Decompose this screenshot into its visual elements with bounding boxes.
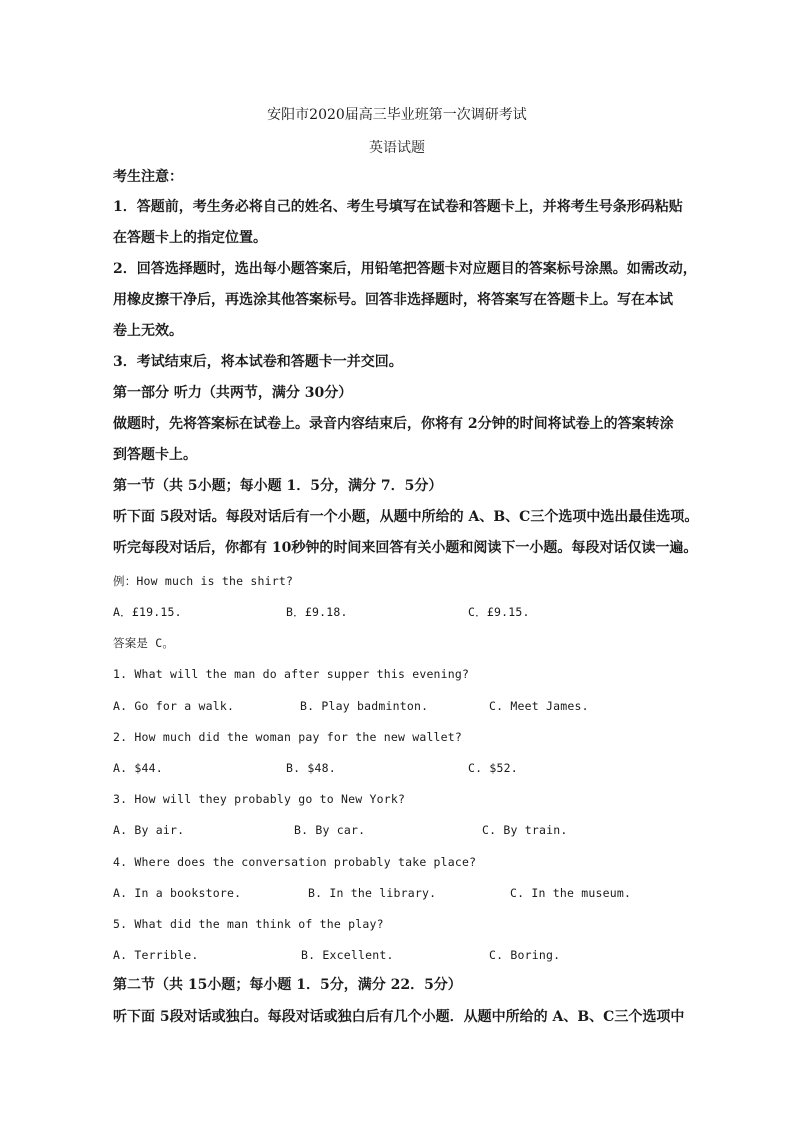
question-5: 5. What did the man think of the play? [113,917,384,931]
question-4-option-c: C. In the museum. [510,886,632,900]
section1-heading: 第一节（共 5小题；每小题 1．5分，满分 7．5分） [113,478,443,494]
question-5-option-a: A. Terrible. [113,948,199,962]
notice-item-1-line-2: 在答题卡上的指定位置。 [113,230,267,246]
question-4: 4. Where does the conversation probably take place? [113,855,477,869]
question-4-option-a: A. In a bookstore. [113,886,242,900]
notice-item-2-line-2: 用橡皮擦干净后，再选涂其他答案标号。回答非选择题时，将答案写在答题卡上。写在本试 [113,292,673,308]
exam-title: 安阳市2020届高三毕业班第一次调研考试 [267,107,527,123]
example-option-c: C．£9.15. [468,605,530,619]
example-question: 例：How much is the shirt? [113,574,294,588]
question-1: 1. What will the man do after supper this evening? [113,667,470,681]
example-answer: 答案是 C。 [113,636,175,650]
question-1-option-b: B. Play badminton. [300,699,429,713]
example-option-b: B．£9.18. [286,605,348,619]
example-option-a: A．£19.15. [113,605,182,619]
question-2-option-c: C. $52. [468,761,518,775]
question-2: 2. How much did the woman pay for the new wallet? [113,730,463,744]
question-3-option-c: C. By train. [482,823,568,837]
question-3-option-a: A. By air. [113,823,185,837]
question-2-option-b: B. $48. [286,761,336,775]
question-3-option-b: B. By car. [294,823,366,837]
notice-item-2-line-1: 2．回答选择题时，选出每小题答案后，用铅笔把答题卡对应题目的答案标号涂黑。如需改动， [113,261,697,277]
exam-subtitle: 英语试题 [369,140,425,156]
section1-instruction-line-1: 听下面 5段对话。每段对话后有一个小题，从题中所给的 A、B、C三个选项中选出最佳选项。 [113,509,699,525]
question-5-option-b: B. Excellent. [301,948,394,962]
question-1-option-c: C. Meet James. [489,699,589,713]
notice-heading: 考生注意： [113,169,183,185]
section2-instruction-line-1: 听下面 5段对话或独白。每段对话或独白后有几个小题．从题中所给的 A、B、C三个选项中 [113,1009,685,1025]
part1-intro-line-2: 到答题卡上。 [113,447,197,463]
question-1-option-a: A. Go for a walk. [113,699,235,713]
notice-item-2-line-3: 卷上无效。 [113,323,183,339]
part1-intro-line-1: 做题时，先将答案标在试卷上。录音内容结束后，你将有 2分钟的时间将试卷上的答案转涂 [113,416,674,432]
question-5-option-c: C. Boring. [489,948,561,962]
question-2-option-a: A. $44. [113,761,163,775]
part1-heading: 第一部分 听力（共两节，满分 30分） [113,385,353,401]
notice-item-1-line-1: 1．答题前，考生务必将自己的姓名、考生号填写在试卷和答题卡上，并将考生号条形码粘贴 [113,199,683,215]
question-3: 3. How will they probably go to New York? [113,792,406,806]
question-4-option-b: B. In the library. [308,886,437,900]
notice-item-3: 3．考试结束后，将本试卷和答题卡一并交回。 [113,354,403,370]
section1-instruction-line-2: 听完每段对话后，你都有 10秒钟的时间来回答有关小题和阅读下一小题。每段对话仅读一遍。 [113,540,698,556]
section2-heading: 第二节（共 15小题；每小题 1．5分，满分 22．5分） [113,977,462,993]
